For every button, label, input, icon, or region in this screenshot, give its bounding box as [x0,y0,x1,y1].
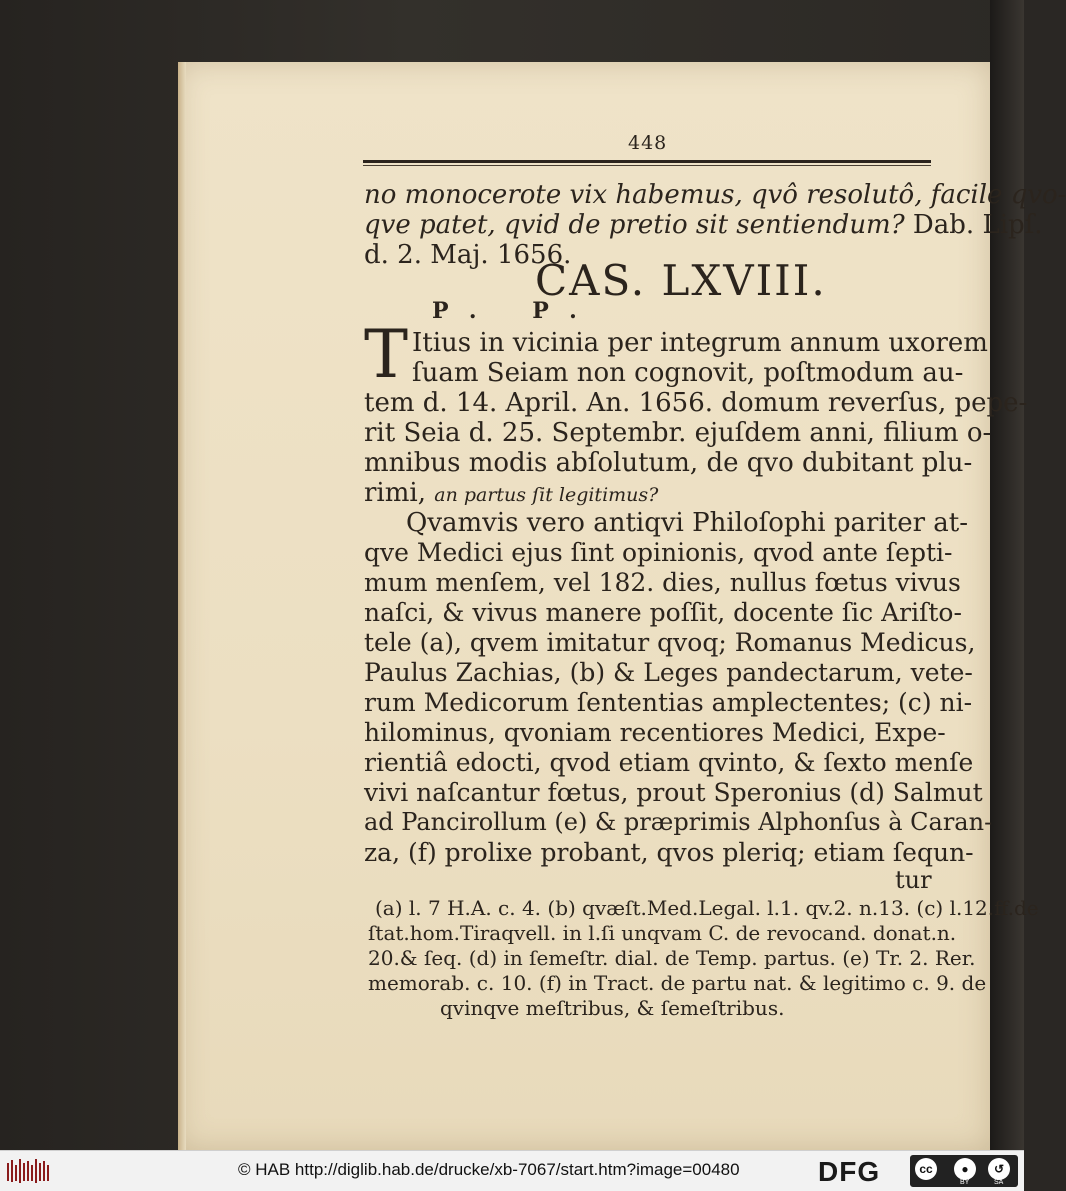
hab-logo-icon [6,1157,50,1185]
drop-capital: T [364,316,409,393]
paragraph2-line-10: vivi naſcantur fœtus, prout Speronius (d) Salmut [364,778,983,807]
page-left-edge [178,62,186,1150]
paragraph2-line-12: za, (f) prolixe probant, qvos pleriq; etiam ſequn- [364,838,974,867]
carryover-line-2-date: Dab. Lipſ. [912,210,1043,240]
paragraph1-line-2: ſuam Seiam non cognovit, poſtmodum au- [412,358,964,388]
cc-icon: cc [915,1158,937,1180]
citation-link[interactable]: © HAB http://diglib.hab.de/drucke/xb-7067/start.htm?image=00480 [238,1160,740,1179]
footnote-line-3: 20.& ſeq. (d) in ſemeſtr. dial. de Temp. partus. (e) Tr. 2. Rer. [368,946,976,970]
paragraph2-line-7: rum Medicorum ſententias amplectentes; (c) ni- [364,688,973,717]
footnote-line-2: ſtat.hom.Tiraqvell. in l.ſi unqvam C. de revocand. donat.n. [368,921,957,945]
header-rule [363,160,931,163]
paragraph1-line-6-text: rimi, [364,478,426,508]
paragraph2-line-1: Qvamvis vero antiqvi Philoſophi pariter at- [406,508,969,538]
paragraph2-line-3: mum menſem, vel 182. dies, nullus fœtus vivus [364,568,961,597]
paragraph2-line-8: hilominus, qvoniam recentiores Medici, Expe- [364,718,946,747]
paragraph1-line-3: tem d. 14. April. An. 1656. domum reverſus, pepe- [364,388,1028,418]
header-rule-thin [363,165,931,166]
dfg-logo: DFG [818,1156,881,1187]
sa-share-icon: ↺ [988,1158,1010,1180]
carryover-line-3: d. 2. Maj. 1656. [364,240,572,270]
carryover-line-1: no monocerote vix habemus, qvô resolutô, facile qvo- [364,180,1066,210]
paragraph2-line-5: tele (a), qvem imitatur qvoq; Romanus Medicus, [364,628,976,657]
carryover-line-2 [364,210,1043,240]
by-person-icon: ● [954,1158,976,1180]
adjacent-page-edge [990,0,1024,1150]
footnote-line-5: qvinqve meſtribus, & ſemeſtribus. [440,996,785,1020]
case-subheading: P. P. [432,298,601,324]
paragraph2-line-4: naſci, & vivus manere poſſit, docente ſic Ariſto- [364,598,962,627]
paragraph1-line-6 [364,478,658,508]
paragraph2-line-6: Paulus Zachias, (b) & Leges pandectarum, vete- [364,658,973,687]
cc-sa-label: SA [994,1179,1004,1186]
paragraph2-line-2: qve Medici ejus ſint opinionis, qvod ante ſepti- [364,538,953,567]
carryover-line-2-italic: qve patet, qvid de pretio sit sentiendum? [364,210,905,240]
paragraph2-line-11: ad Pancirollum (e) & præprimis Alphonſus à Caran- [364,808,993,836]
paragraph1-line-1: Itius in vicinia per integrum annum uxorem [412,328,988,358]
case-question: an partus ſit legitimus? [434,484,659,506]
case-heading: CAS. LXVIII. [535,256,827,305]
catchword: tur [895,866,932,894]
footnote-line-4: memorab. c. 10. (f) in Tract. de partu nat. & legitimo c. 9. de [368,971,987,995]
paragraph1-line-4: rit Seia d. 25. Septembr. ejuſdem anni, filium o- [364,418,992,448]
paragraph1-line-5: mnibus modis abſolutum, de qvo dubitant plu- [364,448,973,478]
viewer-footer [0,1150,1024,1191]
cc-license-badge[interactable] [910,1155,1018,1187]
paragraph2-line-9: rientiâ edocti, qvod etiam qvinto, & ſexto menſe [364,748,974,777]
cc-by-label: BY [960,1179,970,1186]
page-number: 448 [628,132,668,154]
footnote-line-1: (a) l. 7 H.A. c. 4. (b) qvæſt.Med.Legal. l.1. qv.2. n.13. (c) l.12.ff.de [375,896,1039,920]
